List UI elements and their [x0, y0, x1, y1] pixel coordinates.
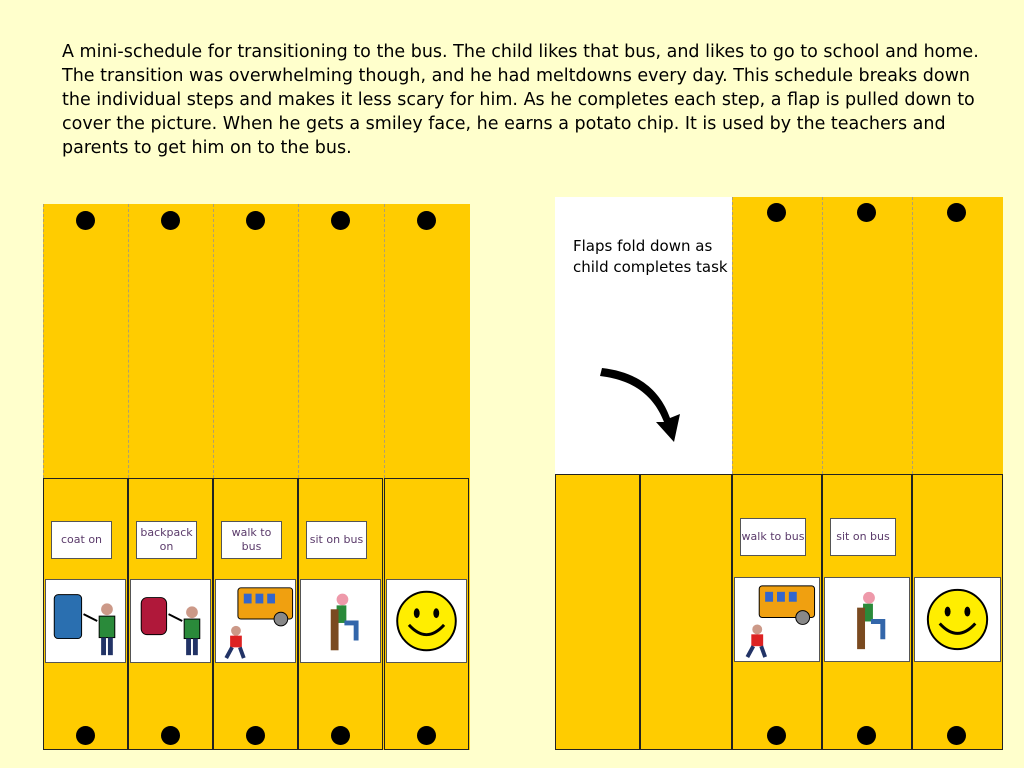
velcro-dot-bottom — [947, 726, 966, 745]
flap[interactable] — [732, 197, 822, 474]
velcro-dot-bottom — [246, 726, 265, 745]
step-picture — [734, 577, 820, 662]
sit-icon — [825, 578, 909, 661]
velcro-dot-bottom — [417, 726, 436, 745]
arrow-down-icon — [598, 360, 698, 445]
step-label: walk to bus — [740, 518, 806, 556]
coat-icon — [46, 580, 125, 662]
velcro-dot-top — [161, 211, 180, 230]
step-label: coat on — [51, 521, 112, 559]
velcro-dot-top — [76, 211, 95, 230]
velcro-dot-bottom — [76, 726, 95, 745]
folded-flap — [640, 474, 732, 750]
step-picture — [45, 579, 126, 663]
step-label: walk to bus — [221, 521, 282, 559]
velcro-dot-top — [947, 203, 966, 222]
step-label: sit on bus — [830, 518, 896, 556]
velcro-dot-bottom — [857, 726, 876, 745]
velcro-dot-bottom — [331, 726, 350, 745]
velcro-dot-bottom — [161, 726, 180, 745]
flap-note: Flaps fold down as child completes task — [573, 237, 728, 276]
velcro-dot-bottom — [767, 726, 786, 745]
smiley-icon — [387, 580, 466, 662]
flap[interactable] — [298, 204, 383, 478]
bus-icon — [735, 578, 819, 661]
flap[interactable] — [213, 204, 298, 478]
step-picture — [300, 579, 381, 663]
step-label: sit on bus — [306, 521, 367, 559]
flap[interactable] — [822, 197, 912, 474]
step-picture — [215, 579, 296, 663]
velcro-dot-top — [417, 211, 436, 230]
folded-flap — [555, 474, 640, 750]
velcro-dot-top — [246, 211, 265, 230]
step-label: backpack on — [136, 521, 197, 559]
flap[interactable] — [912, 197, 1003, 474]
step-picture — [824, 577, 910, 662]
sit-icon — [301, 580, 380, 662]
step-picture — [386, 579, 467, 663]
flap[interactable] — [384, 204, 469, 478]
flap[interactable] — [43, 204, 128, 478]
step-picture — [130, 579, 211, 663]
backpack-icon — [131, 580, 210, 662]
smiley-icon — [915, 578, 1000, 661]
velcro-dot-top — [331, 211, 350, 230]
velcro-dot-top — [857, 203, 876, 222]
step-picture — [914, 577, 1001, 662]
bus-icon — [216, 580, 295, 662]
intro-text: A mini-schedule for transitioning to the bus. The child likes that bus, and likes to go to school and home. The transition was overwhelming though, and he had meltdowns every day. This schedule breaks down the individual steps and makes it less scary for him. As he completes each step, a flap is pulled down to cover the picture. When he gets a smiley face, he earns a potato chip. It is used by the teachers and parents to get him on to the bus. — [62, 42, 979, 158]
flap[interactable] — [128, 204, 213, 478]
velcro-dot-top — [767, 203, 786, 222]
